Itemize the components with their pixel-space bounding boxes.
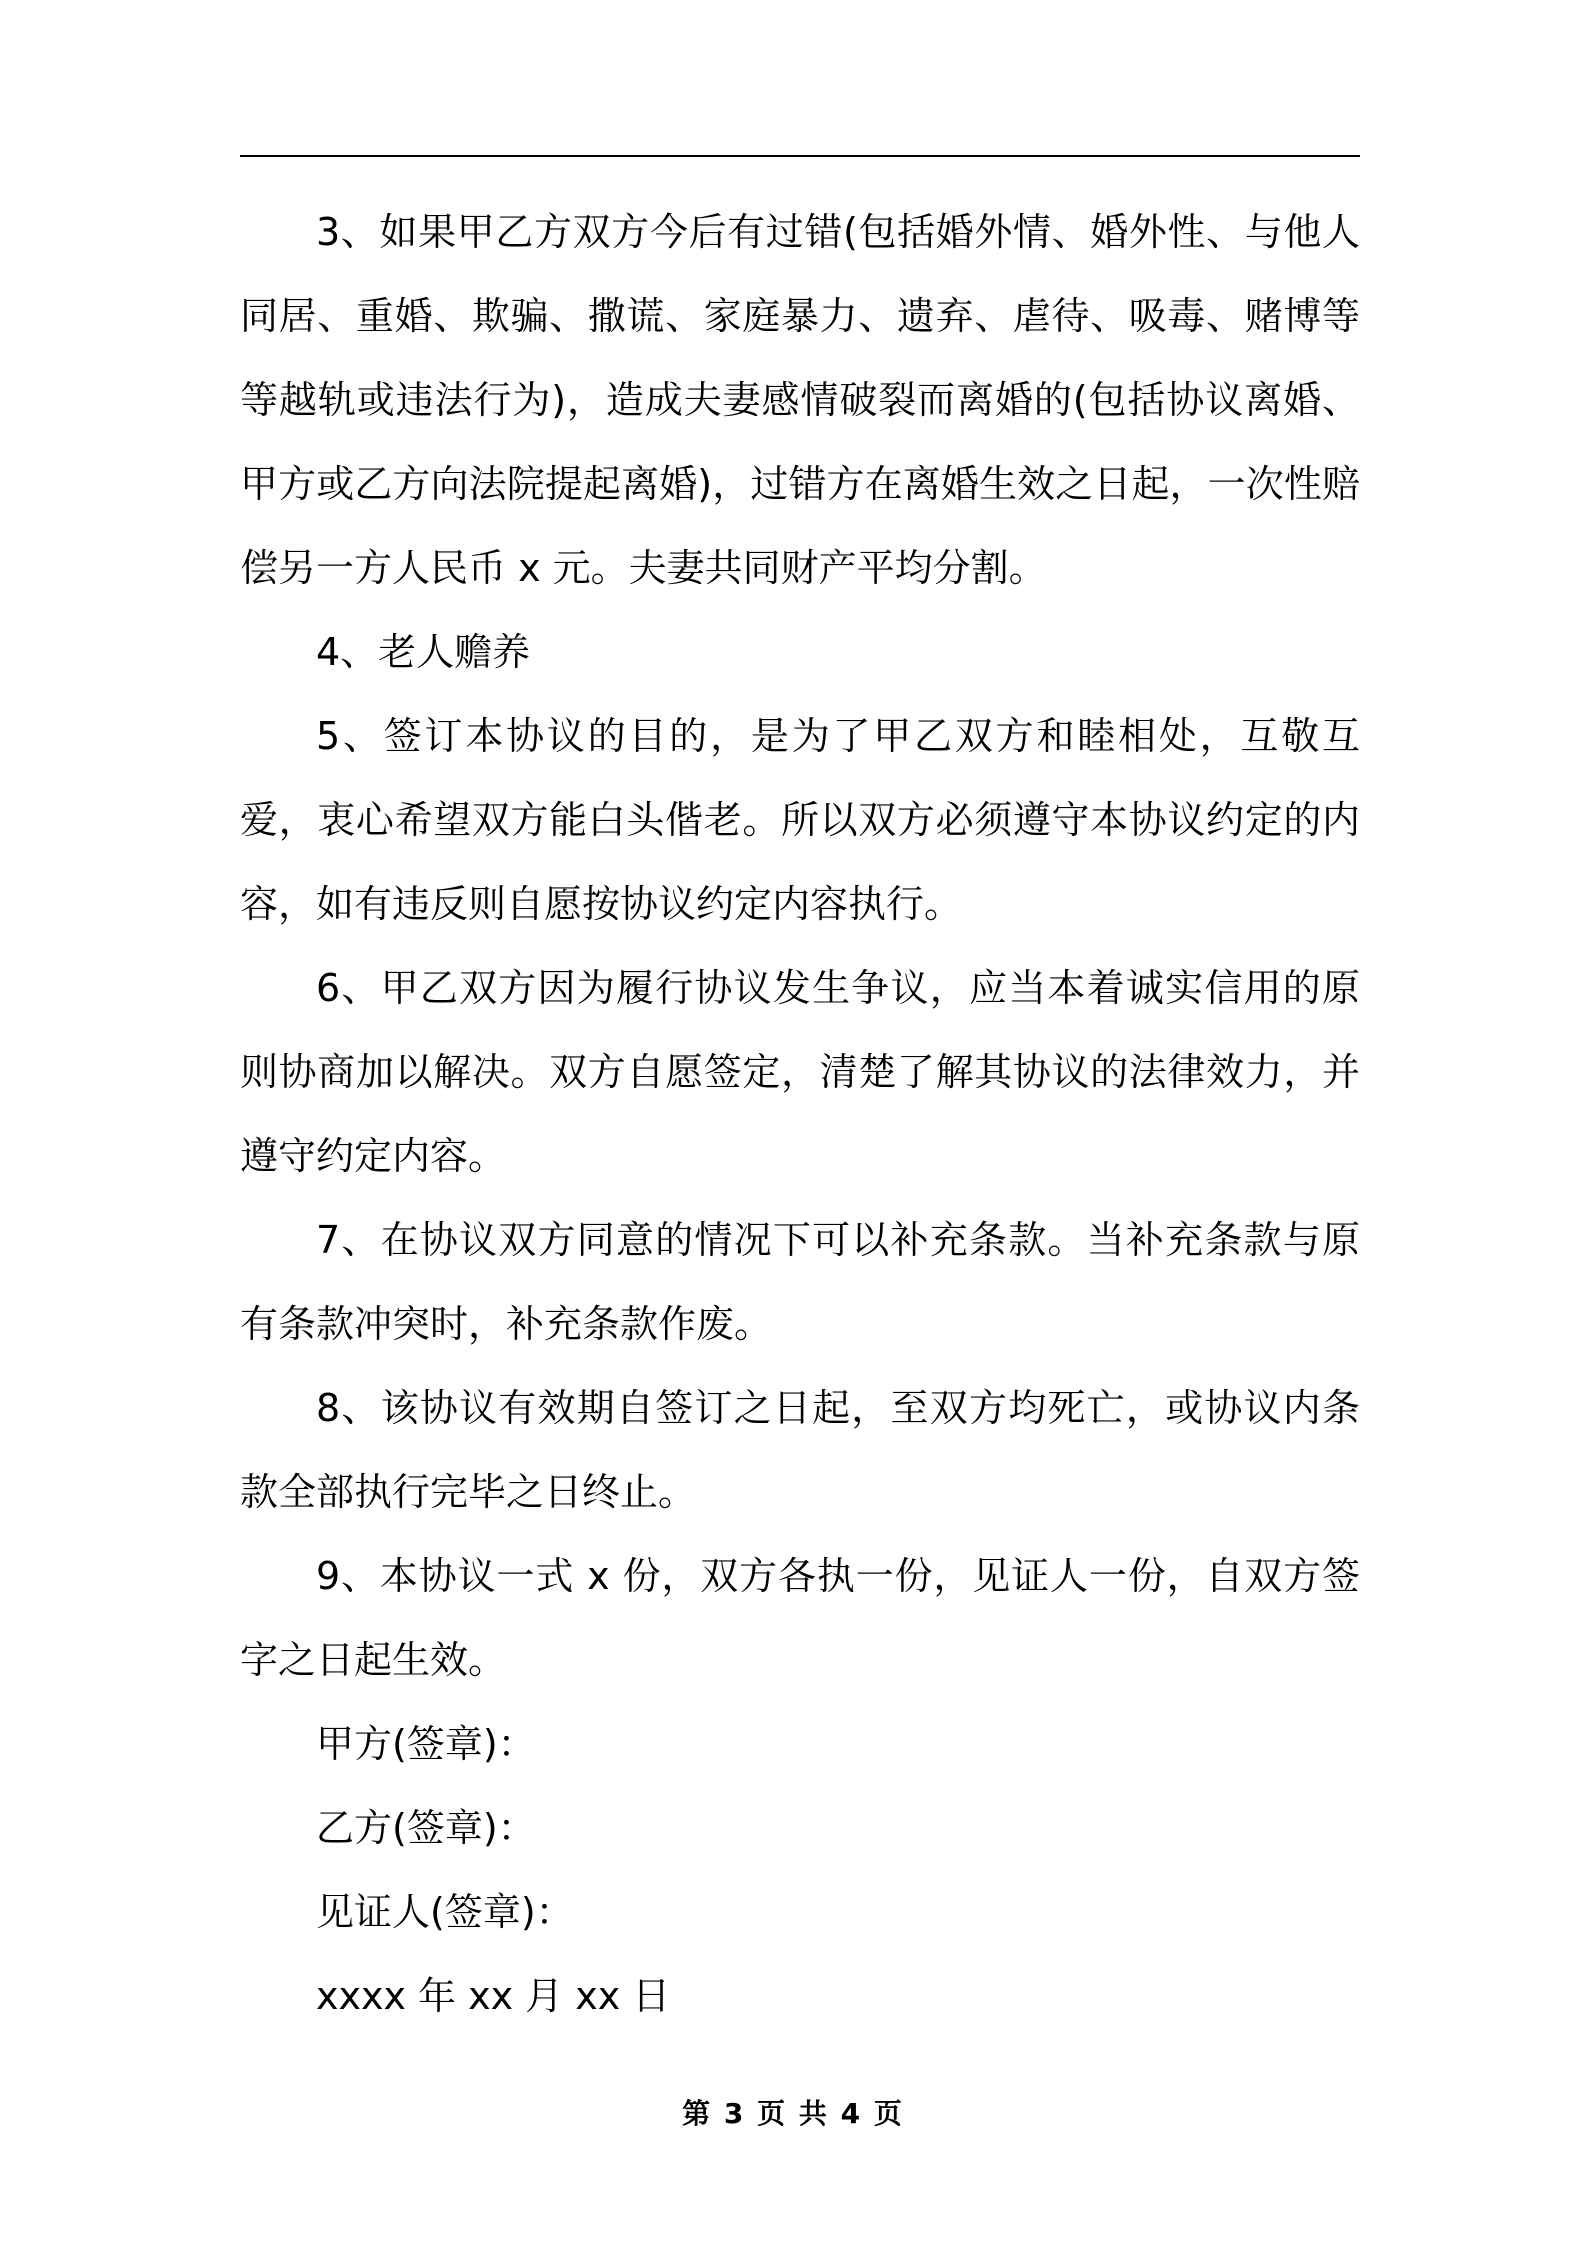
header-rule <box>240 155 1360 157</box>
clause-8: 8、该协议有效期自签订之日起，至双方均死亡，或协议内条款全部执行完毕之日终止。 <box>240 1386 1360 1514</box>
clause-7: 7、在协议双方同意的情况下可以补充条款。当补充条款与原有条款冲突时，补充条款作废。 <box>240 1218 1360 1346</box>
page-footer: 第 3 页 共 4 页 <box>682 2097 904 2130</box>
party-b-signature: 乙方(签章)： <box>316 1806 536 1850</box>
clause-9: 9、本协议一式 x 份，双方各执一份，见证人一份，自双方签字之日起生效。 <box>240 1554 1360 1682</box>
witness-signature: 见证人(签章)： <box>316 1890 574 1934</box>
clause-4: 4、老人赡养 <box>316 630 531 674</box>
party-a-signature: 甲方(签章)： <box>316 1722 536 1766</box>
clause-5: 5、签订本协议的目的，是为了甲乙双方和睦相处，互敬互爱，衷心希望双方能白头偕老。所以双方必须遵守本协议约定的内容，如有违反则自愿按协议约定内容执行。 <box>240 714 1360 926</box>
signing-date: xxxx 年 xx 月 xx 日 <box>316 1974 671 2018</box>
clause-6: 6、甲乙双方因为履行协议发生争议，应当本着诚实信用的原则协商加以解决。双方自愿签定，清楚了解其协议的法律效力，并遵守约定内容。 <box>240 966 1360 1178</box>
clause-3: 3、如果甲乙方双方今后有过错(包括婚外情、婚外性、与他人同居、重婚、欺骗、撒谎、家庭暴力、遗弃、虐待、吸毒、赌博等等越轨或违法行为)，造成夫妻感情破裂而离婚的(包括协议离婚、甲方或乙方向法院提起离婚)，过错方在离婚生效之日起，一次性赔偿另一方人民币 x 元。夫妻共同财产平均分割。 <box>240 210 1360 590</box>
document-body <box>240 190 1360 2038</box>
